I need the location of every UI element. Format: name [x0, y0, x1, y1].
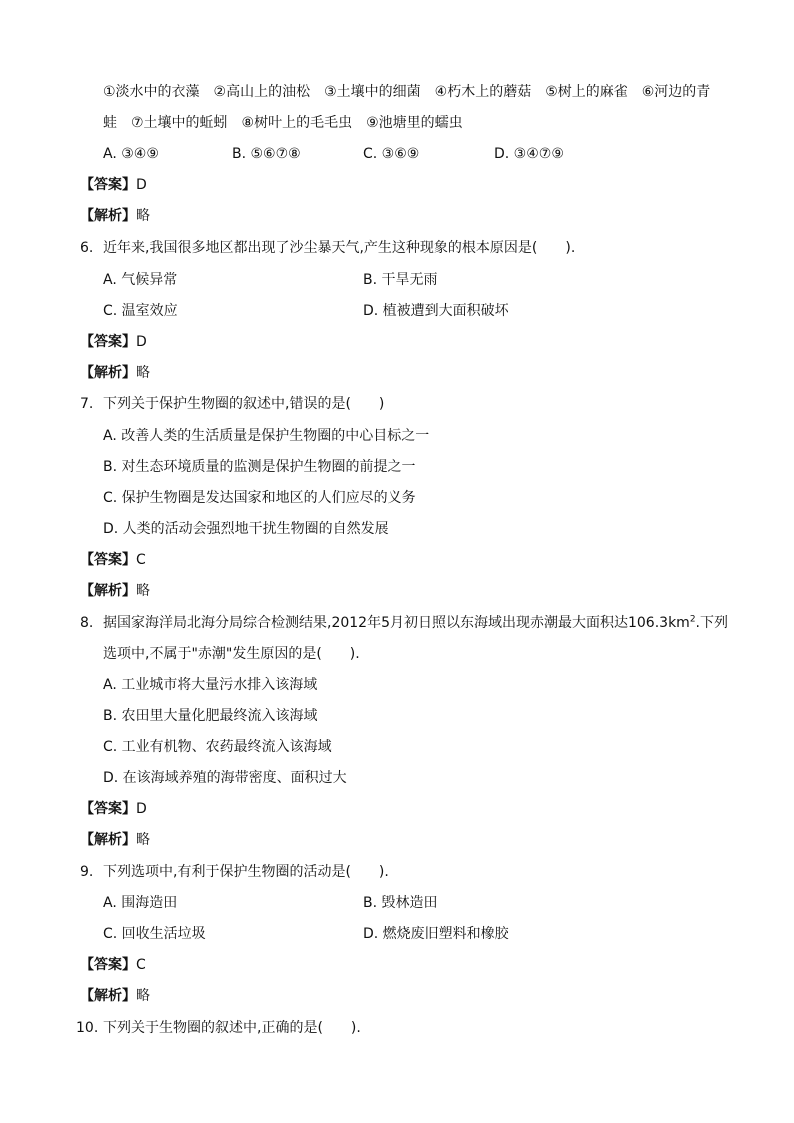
q9-analysis — [80, 986, 150, 1006]
q6-option-c: C. 温室效应 — [103, 303, 178, 319]
q8-option-d: D. 在该海域养殖的海带密度、面积过大 — [103, 770, 347, 786]
q6-option-b: B. 干旱无雨 — [363, 272, 438, 288]
q7-stem: 下列关于保护生物圈的叙述中,错误的是( ) — [103, 396, 385, 412]
q8-stem-line2: 选项中,不属于"赤潮"发生原因的是( ). — [103, 646, 360, 662]
q8-stem-line1 — [103, 613, 728, 633]
answer-value: D — [136, 177, 147, 193]
q5-option-d: D. ③④⑦⑨ — [494, 146, 564, 162]
q8-answer — [80, 799, 147, 819]
answer-tag: 【答案】 — [80, 334, 136, 350]
q6-analysis — [80, 363, 150, 383]
answer-value: C — [136, 957, 146, 973]
answer-value: C — [136, 552, 146, 568]
q5-answer — [80, 175, 147, 195]
q5-option-c: C. ③⑥⑨ — [363, 146, 420, 162]
q7-option-a: A. 改善人类的生活质量是保护生物圈的中心目标之一 — [103, 428, 430, 444]
q8-option-b: B. 农田里大量化肥最终流入该海域 — [103, 708, 318, 724]
q5-stem-line1: ①淡水中的衣藻 ②高山上的油松 ③土壤中的细菌 ④朽木上的蘑菇 ⑤树上的麻雀 ⑥河边的青 — [103, 84, 711, 100]
analysis-value: 略 — [136, 365, 150, 381]
answer-tag: 【答案】 — [80, 957, 136, 973]
answer-value: D — [136, 801, 147, 817]
q8-stem-text-a: 据国家海洋局北海分局综合检测结果,2012年5月初日照以东海域出现赤潮最大面积达106.3km — [103, 615, 690, 631]
q5-option-a: A. ③④⑨ — [103, 146, 159, 162]
analysis-tag: 【解析】 — [80, 208, 136, 224]
analysis-value: 略 — [136, 988, 150, 1004]
q7-option-c: C. 保护生物圈是发达国家和地区的人们应尽的义务 — [103, 490, 416, 506]
q7-option-d: D. 人类的活动会强烈地干扰生物圈的自然发展 — [103, 521, 389, 537]
q8-stem-superscript: 2 — [689, 614, 696, 625]
q10-stem: 下列关于生物圈的叙述中,正确的是( ). — [103, 1020, 361, 1036]
q7-number: 7. — [80, 396, 94, 412]
q10-number: 10. — [76, 1020, 99, 1036]
q7-option-b: B. 对生态环境质量的监测是保护生物圈的前提之一 — [103, 459, 416, 475]
analysis-tag: 【解析】 — [80, 365, 136, 381]
analysis-value: 略 — [136, 583, 150, 599]
q9-number: 9. — [80, 864, 94, 880]
q8-option-c: C. 工业有机物、农药最终流入该海域 — [103, 739, 332, 755]
analysis-value: 略 — [136, 832, 150, 848]
analysis-value: 略 — [136, 208, 150, 224]
q5-analysis — [80, 206, 150, 226]
q7-analysis — [80, 581, 150, 601]
q9-stem: 下列选项中,有利于保护生物圈的活动是( ). — [103, 864, 389, 880]
q9-option-a: A. 围海造田 — [103, 895, 178, 911]
q6-option-a: A. 气候异常 — [103, 272, 178, 288]
q7-answer — [80, 550, 146, 570]
q9-option-d: D. 燃烧废旧塑料和橡胶 — [363, 926, 509, 942]
q8-stem-text-b: .下列 — [695, 615, 728, 631]
answer-tag: 【答案】 — [80, 552, 136, 568]
analysis-tag: 【解析】 — [80, 583, 136, 599]
q6-number: 6. — [80, 240, 94, 256]
q9-option-b: B. 毁林造田 — [363, 895, 438, 911]
analysis-tag: 【解析】 — [80, 832, 136, 848]
analysis-tag: 【解析】 — [80, 988, 136, 1004]
q6-option-d: D. 植被遭到大面积破坏 — [363, 303, 509, 319]
answer-value: D — [136, 334, 147, 350]
q6-stem: 近年来,我国很多地区都出现了沙尘暴天气,产生这种现象的根本原因是( ). — [103, 240, 576, 256]
q5-option-b: B. ⑤⑥⑦⑧ — [232, 146, 301, 162]
q9-answer — [80, 955, 146, 975]
q5-stem-line2: 蛙 ⑦土壤中的蚯蚓 ⑧树叶上的毛毛虫 ⑨池塘里的蠕虫 — [103, 115, 463, 131]
q8-number: 8. — [80, 615, 94, 631]
q8-analysis — [80, 830, 150, 850]
q8-option-a: A. 工业城市将大量污水排入该海域 — [103, 677, 318, 693]
q6-answer — [80, 332, 147, 352]
answer-tag: 【答案】 — [80, 177, 136, 193]
answer-tag: 【答案】 — [80, 801, 136, 817]
q9-option-c: C. 回收生活垃圾 — [103, 926, 206, 942]
